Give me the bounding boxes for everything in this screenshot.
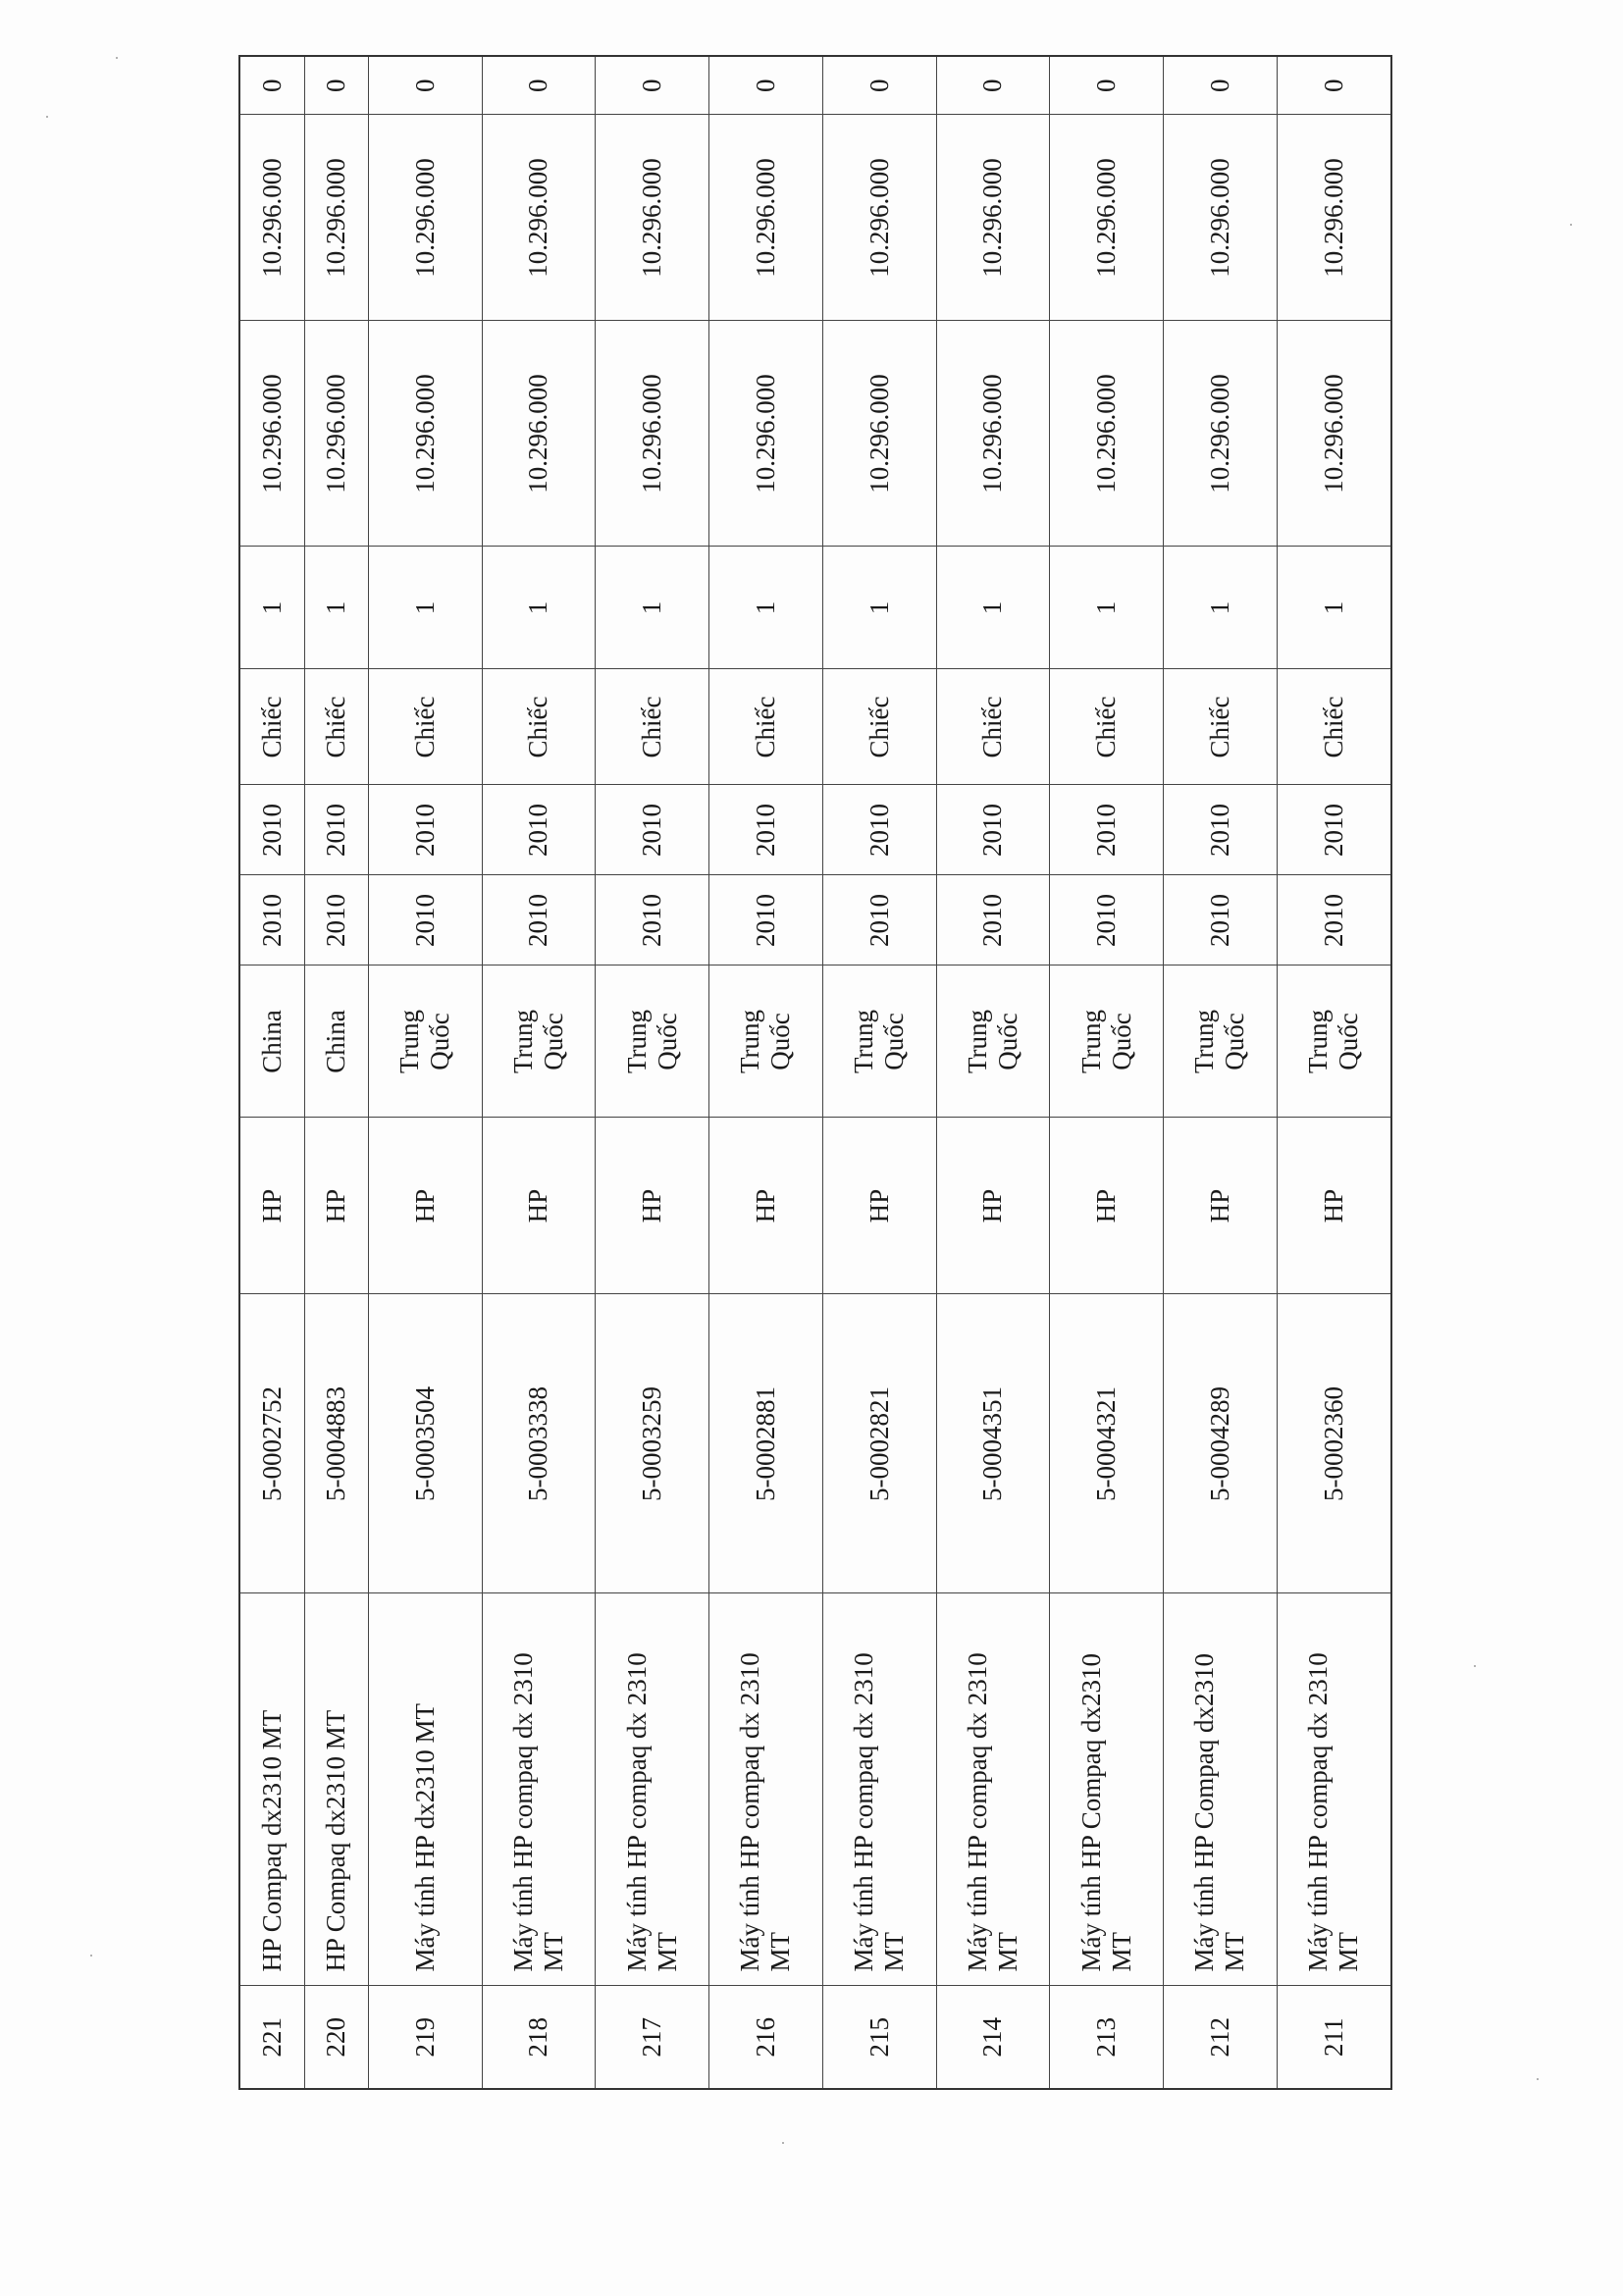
row-number-cell: 221 (239, 1986, 304, 2089)
total-value-cell: 10.296.000 (1050, 115, 1164, 321)
year-made-cell: 2010 (368, 875, 482, 965)
origin-cell: Trung Quốc (709, 965, 823, 1118)
unit-cell: Chiếc (822, 669, 936, 785)
brand-cell: HP (304, 1118, 368, 1294)
year-made-cell: 2010 (1277, 875, 1391, 965)
asset-name-cell: Máy tính HP compaq dx 2310 MT (936, 1593, 1050, 1986)
quantity-cell: 1 (239, 547, 304, 669)
brand-cell: HP (239, 1118, 304, 1294)
scan-speck (1570, 224, 1572, 226)
row-number-cell: 217 (596, 1986, 709, 2089)
asset-name-cell: HP Compaq dx2310 MT (239, 1593, 304, 1986)
origin-cell: China (304, 965, 368, 1118)
asset-code-cell: 5-0002821 (822, 1294, 936, 1593)
table-row (936, 56, 1050, 2089)
origin-cell: Trung Quốc (482, 965, 596, 1118)
year-used-cell: 2010 (368, 785, 482, 875)
scan-speck (782, 2142, 784, 2144)
table-row (1277, 56, 1391, 2089)
unit-price-cell: 10.296.000 (368, 321, 482, 547)
row-number-cell: 216 (709, 1986, 823, 2089)
total-value-cell: 10.296.000 (368, 115, 482, 321)
total-value-cell: 10.296.000 (1164, 115, 1278, 321)
year-used-cell: 2010 (482, 785, 596, 875)
unit-price-cell: 10.296.000 (936, 321, 1050, 547)
asset-name-cell: Máy tính HP compaq dx 2310 MT (822, 1593, 936, 1986)
unit-cell: Chiếc (596, 669, 709, 785)
year-made-cell: 2010 (304, 875, 368, 965)
brand-cell: HP (1050, 1118, 1164, 1294)
total-value-cell: 10.296.000 (1277, 115, 1391, 321)
origin-cell: Trung Quốc (936, 965, 1050, 1118)
remaining-value-cell: 0 (239, 56, 304, 115)
asset-name-cell: Máy tính HP compaq dx 2310 MT (596, 1593, 709, 1986)
year-made-cell: 2010 (936, 875, 1050, 965)
unit-price-cell: 10.296.000 (1050, 321, 1164, 547)
table-row (709, 56, 823, 2089)
unit-cell: Chiếc (304, 669, 368, 785)
origin-cell: Trung Quốc (368, 965, 482, 1118)
quantity-cell: 1 (596, 547, 709, 669)
year-used-cell: 2010 (596, 785, 709, 875)
year-used-cell: 2010 (1050, 785, 1164, 875)
asset-code-cell: 5-0003504 (368, 1294, 482, 1593)
quantity-cell: 1 (822, 547, 936, 669)
unit-price-cell: 10.296.000 (822, 321, 936, 547)
asset-name-cell: Máy tính HP compaq dx 2310 MT (709, 1593, 823, 1986)
year-made-cell: 2010 (596, 875, 709, 965)
rotated-table-frame (238, 57, 1392, 2090)
row-number-cell: 219 (368, 1986, 482, 2089)
year-made-cell: 2010 (482, 875, 596, 965)
brand-cell: HP (1164, 1118, 1278, 1294)
year-used-cell: 2010 (709, 785, 823, 875)
rotated-table-inner (238, 57, 1392, 2090)
origin-cell: China (239, 965, 304, 1118)
origin-cell: Trung Quốc (1050, 965, 1164, 1118)
quantity-cell: 1 (936, 547, 1050, 669)
asset-name-cell: Máy tính HP dx2310 MT (368, 1593, 482, 1986)
asset-name-cell: Máy tính HP Compaq dx2310 MT (1050, 1593, 1164, 1986)
unit-price-cell: 10.296.000 (596, 321, 709, 547)
table-body (239, 56, 1391, 2089)
unit-cell: Chiếc (368, 669, 482, 785)
quantity-cell: 1 (1050, 547, 1164, 669)
total-value-cell: 10.296.000 (304, 115, 368, 321)
table-row (239, 56, 304, 2089)
table-row (1050, 56, 1164, 2089)
unit-price-cell: 10.296.000 (239, 321, 304, 547)
quantity-cell: 1 (304, 547, 368, 669)
unit-price-cell: 10.296.000 (1164, 321, 1278, 547)
asset-code-cell: 5-0002360 (1277, 1294, 1391, 1593)
unit-cell: Chiếc (239, 669, 304, 785)
remaining-value-cell: 0 (596, 56, 709, 115)
asset-code-cell: 5-0004321 (1050, 1294, 1164, 1593)
year-made-cell: 2010 (822, 875, 936, 965)
remaining-value-cell: 0 (1164, 56, 1278, 115)
table-row (822, 56, 936, 2089)
asset-code-cell: 5-0002752 (239, 1294, 304, 1593)
asset-name-cell: Máy tính HP compaq dx 2310 MT (482, 1593, 596, 1986)
scan-speck (1474, 1665, 1476, 1667)
quantity-cell: 1 (1164, 547, 1278, 669)
row-number-cell: 213 (1050, 1986, 1164, 2089)
brand-cell: HP (596, 1118, 709, 1294)
unit-cell: Chiếc (936, 669, 1050, 785)
asset-name-cell: HP Compaq dx2310 MT (304, 1593, 368, 1986)
unit-price-cell: 10.296.000 (482, 321, 596, 547)
year-made-cell: 2010 (239, 875, 304, 965)
remaining-value-cell: 0 (936, 56, 1050, 115)
quantity-cell: 1 (1277, 547, 1391, 669)
remaining-value-cell: 0 (304, 56, 368, 115)
origin-cell: Trung Quốc (596, 965, 709, 1118)
brand-cell: HP (482, 1118, 596, 1294)
year-made-cell: 2010 (1050, 875, 1164, 965)
scan-speck (90, 1955, 92, 1957)
total-value-cell: 10.296.000 (822, 115, 936, 321)
remaining-value-cell: 0 (1050, 56, 1164, 115)
total-value-cell: 10.296.000 (239, 115, 304, 321)
asset-code-cell: 5-0004289 (1164, 1294, 1278, 1593)
scan-speck (46, 116, 48, 118)
brand-cell: HP (368, 1118, 482, 1294)
remaining-value-cell: 0 (709, 56, 823, 115)
asset-code-cell: 5-0003338 (482, 1294, 596, 1593)
remaining-value-cell: 0 (1277, 56, 1391, 115)
row-number-cell: 218 (482, 1986, 596, 2089)
year-used-cell: 2010 (1277, 785, 1391, 875)
year-made-cell: 2010 (709, 875, 823, 965)
total-value-cell: 10.296.000 (936, 115, 1050, 321)
table-row (1164, 56, 1278, 2089)
brand-cell: HP (936, 1118, 1050, 1294)
brand-cell: HP (822, 1118, 936, 1294)
unit-cell: Chiếc (1164, 669, 1278, 785)
asset-code-cell: 5-0002881 (709, 1294, 823, 1593)
origin-cell: Trung Quốc (1277, 965, 1391, 1118)
asset-code-cell: 5-0004883 (304, 1294, 368, 1593)
asset-code-cell: 5-0003259 (596, 1294, 709, 1593)
asset-name-cell: Máy tính HP compaq dx 2310 MT (1277, 1593, 1391, 1986)
total-value-cell: 10.296.000 (709, 115, 823, 321)
quantity-cell: 1 (482, 547, 596, 669)
unit-cell: Chiếc (709, 669, 823, 785)
year-used-cell: 2010 (936, 785, 1050, 875)
asset-name-cell: Máy tính HP Compaq dx2310 MT (1164, 1593, 1278, 1986)
table-row (596, 56, 709, 2089)
row-number-cell: 211 (1277, 1986, 1391, 2089)
origin-cell: Trung Quốc (822, 965, 936, 1118)
unit-price-cell: 10.296.000 (1277, 321, 1391, 547)
origin-cell: Trung Quốc (1164, 965, 1278, 1118)
row-number-cell: 214 (936, 1986, 1050, 2089)
table-row (482, 56, 596, 2089)
year-used-cell: 2010 (239, 785, 304, 875)
remaining-value-cell: 0 (368, 56, 482, 115)
unit-price-cell: 10.296.000 (304, 321, 368, 547)
unit-cell: Chiếc (1050, 669, 1164, 785)
year-used-cell: 2010 (1164, 785, 1278, 875)
row-number-cell: 212 (1164, 1986, 1278, 2089)
brand-cell: HP (709, 1118, 823, 1294)
asset-inventory-table (238, 55, 1392, 2090)
scan-speck (116, 57, 118, 59)
remaining-value-cell: 0 (482, 56, 596, 115)
row-number-cell: 220 (304, 1986, 368, 2089)
total-value-cell: 10.296.000 (596, 115, 709, 321)
asset-code-cell: 5-0004351 (936, 1294, 1050, 1593)
brand-cell: HP (1277, 1118, 1391, 1294)
quantity-cell: 1 (709, 547, 823, 669)
row-number-cell: 215 (822, 1986, 936, 2089)
unit-price-cell: 10.296.000 (709, 321, 823, 547)
remaining-value-cell: 0 (822, 56, 936, 115)
year-used-cell: 2010 (304, 785, 368, 875)
scan-speck (1537, 2078, 1539, 2080)
unit-cell: Chiếc (482, 669, 596, 785)
unit-cell: Chiếc (1277, 669, 1391, 785)
table-row (304, 56, 368, 2089)
year-used-cell: 2010 (822, 785, 936, 875)
total-value-cell: 10.296.000 (482, 115, 596, 321)
quantity-cell: 1 (368, 547, 482, 669)
year-made-cell: 2010 (1164, 875, 1278, 965)
table-row (368, 56, 482, 2089)
